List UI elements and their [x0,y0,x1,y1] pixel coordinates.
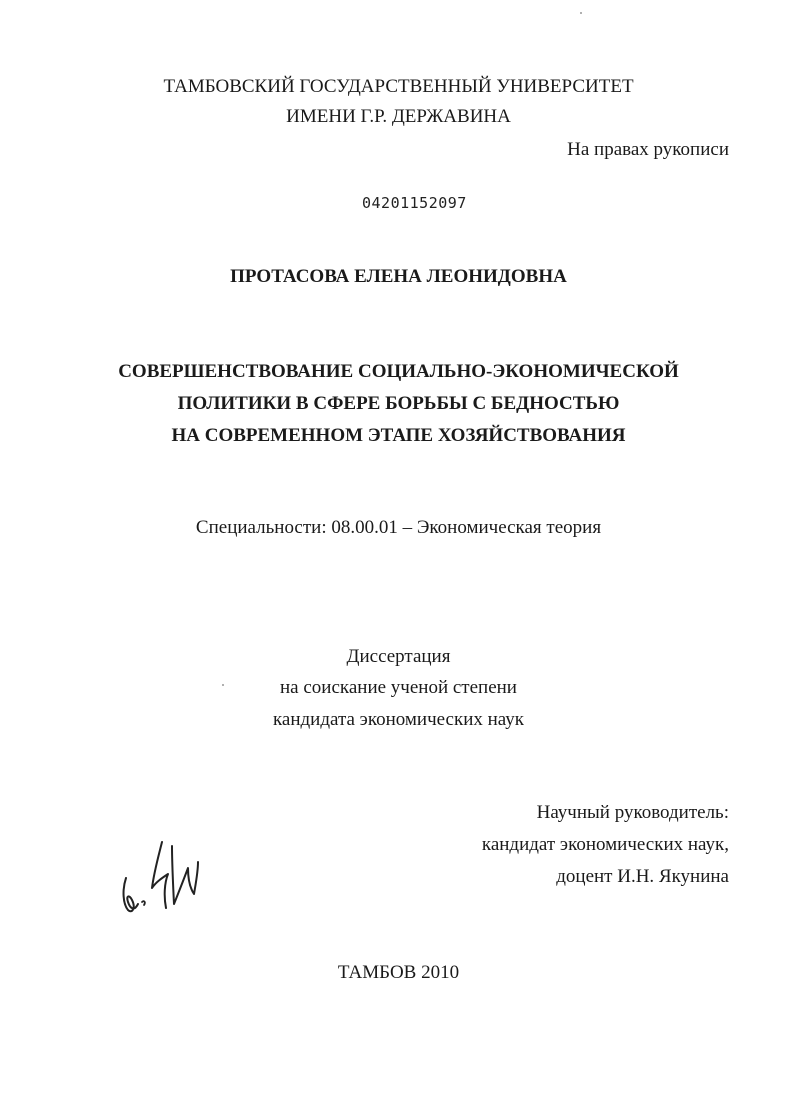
degree-line2: на соискание ученой степени [280,677,517,698]
university-name-line2: ИМЕНИ Г.Р. ДЕРЖАВИНА [286,106,511,127]
degree-line1: Диссертация [346,646,451,667]
supervisor-name: доцент И.Н. Якунина [556,866,729,887]
supervisor-degree: кандидат экономических наук, [481,834,729,855]
specialty-line: Специальности: 08.00.01 – Экономическая теория [195,517,602,538]
handwritten-signature [118,838,200,918]
thesis-title-line2: ПОЛИТИКИ В СФЕРЕ БОРЬБЫ С БЕДНОСТЬЮ [177,393,620,414]
city-year: ТАМБОВ 2010 [337,962,460,983]
university-name-line1: ТАМБОВСКИЙ ГОСУДАРСТВЕННЫЙ УНИВЕРСИТЕТ [163,76,634,97]
manuscript-note: На правах рукописи [567,139,729,160]
thesis-title-line3: НА СОВРЕМЕННОМ ЭТАПЕ ХОЗЯЙСТВОВАНИЯ [171,425,626,446]
registration-number-stamp: 04201152097 [362,194,467,212]
author-name: ПРОТАСОВА ЕЛЕНА ЛЕОНИДОВНА [230,266,567,287]
degree-line3: кандидата экономических наук [272,709,525,730]
supervisor-label: Научный руководитель: [536,802,729,823]
scan-speck [580,12,582,14]
thesis-title-line1: СОВЕРШЕНСТВОВАНИЕ СОЦИАЛЬНО-ЭКОНОМИЧЕСКОЙ [118,361,679,382]
